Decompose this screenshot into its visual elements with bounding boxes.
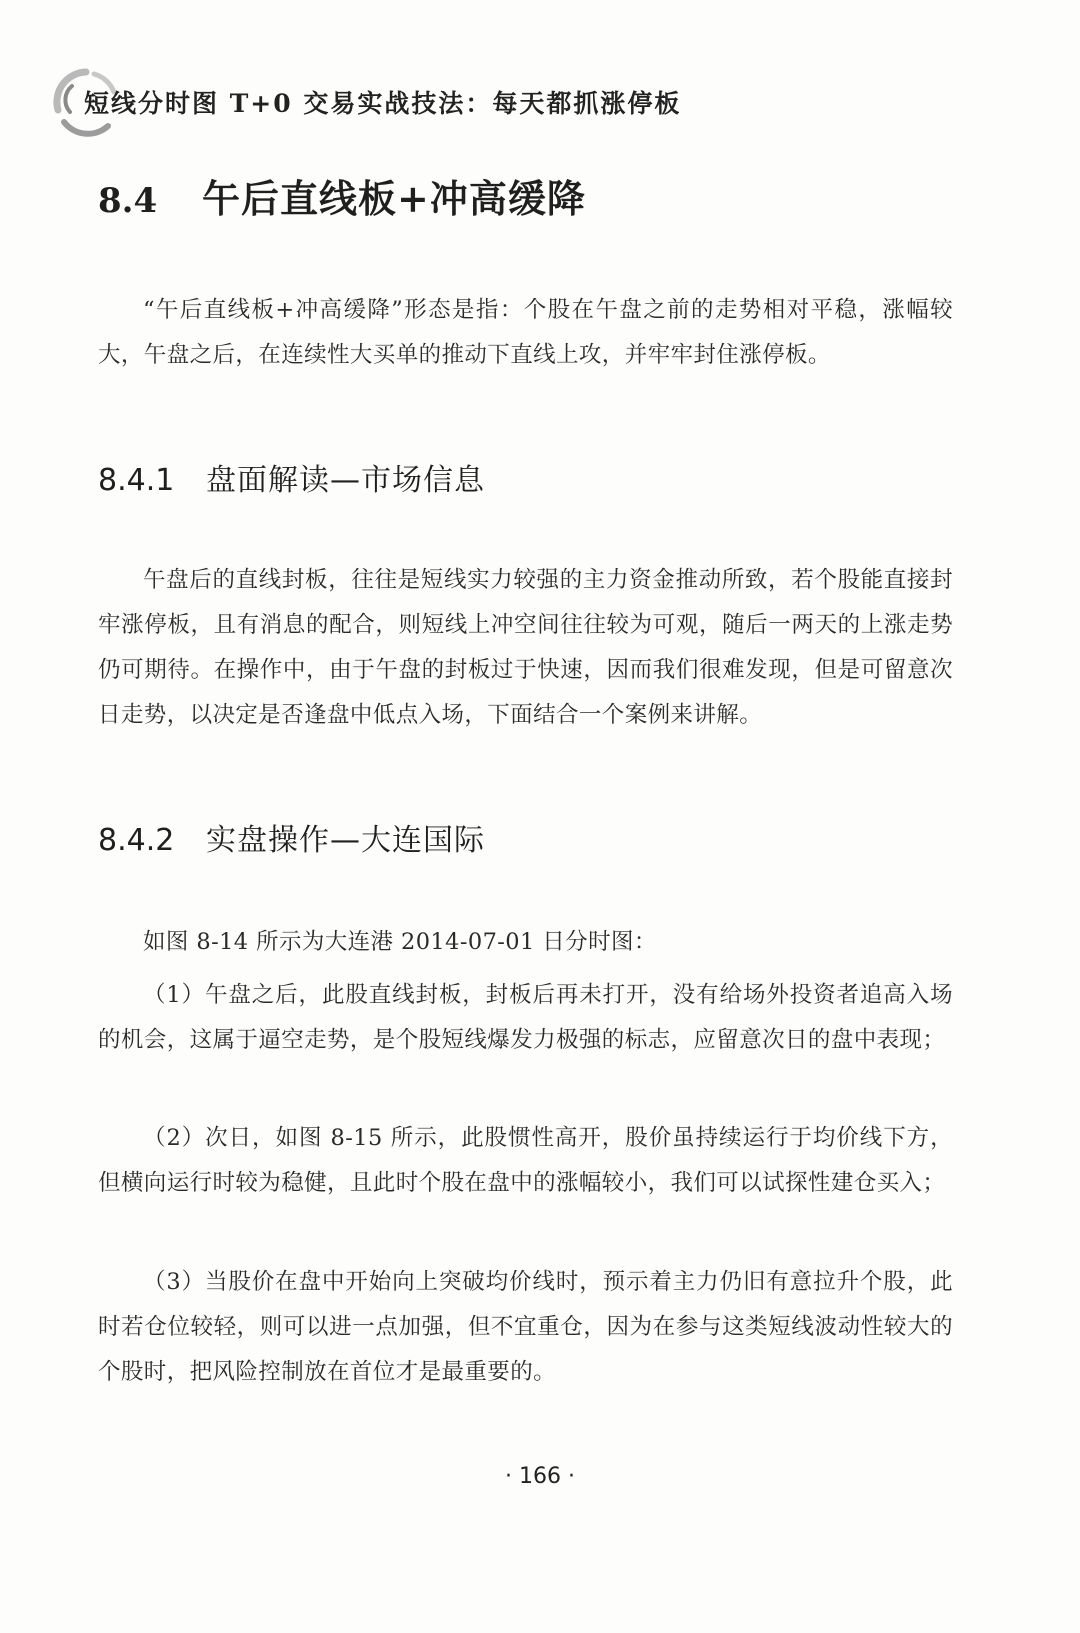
running-header-title: 短线分时图 T+0 交易实战技法：每天都抓涨停板 <box>84 89 682 118</box>
section-number: 8.4 <box>98 181 158 221</box>
subsection-number: 8.4.1 <box>98 463 175 498</box>
running-header <box>50 66 750 138</box>
subsection-title: 盘面解读—市场信息 <box>206 463 485 498</box>
subsection-number: 8.4.2 <box>98 823 175 858</box>
subsection-title: 实盘操作—大连国际 <box>206 823 485 858</box>
intro-paragraph: “午后直线板+冲高缓降”形态是指：个股在午盘之前的走势相对平稳，涨幅较大，午盘之后，在连续性大买单的推动下直线上攻，并牢牢封住涨停板。 <box>98 296 953 368</box>
body-paragraph: 如图 8-14 所示为大连港 2014-07-01 日分时图： <box>143 928 657 955</box>
subsection-heading-8-4-2 <box>98 815 485 859</box>
section-heading <box>98 168 586 223</box>
page-number: · 166 · <box>505 1464 575 1489</box>
body-paragraph: （2）次日，如图 8-15 所示，此股惯性高开，股价虽持续运行于均价线下方，但横向运行时较为稳健，且此时个股在盘中的涨幅较小，我们可以试探性建仓买入； <box>98 1124 953 1196</box>
body-paragraph: （3）当股价在盘中开始向上突破均价线时，预示着主力仍旧有意拉升个股，此时若仓位较轻，则可以进一点加强，但不宜重仓，因为在参与这类短线波动性较大的个股时，把风险控制放在首位才是最重要的。 <box>98 1268 953 1385</box>
body-paragraph: （1）午盘之后，此股直线封板，封板后再未打开，没有给场外投资者追高入场的机会，这属于逼空走势，是个股短线爆发力极强的标志，应留意次日的盘中表现； <box>98 981 953 1053</box>
section-title: 午后直线板+冲高缓降 <box>202 176 586 221</box>
subsection-heading-8-4-1 <box>98 455 485 499</box>
body-paragraph: 午盘后的直线封板，往往是短线实力较强的主力资金推动所致，若个股能直接封牢涨停板，且有消息的配合，则短线上冲空间往往较为可观，随后一两天的上涨走势仍可期待。在操作中，由于午盘的封板过于快速，因而我们很难发现，但是可留意次日走势，以决定是否逢盘中低点入场，下面结合一个案例来讲解。 <box>98 566 953 728</box>
